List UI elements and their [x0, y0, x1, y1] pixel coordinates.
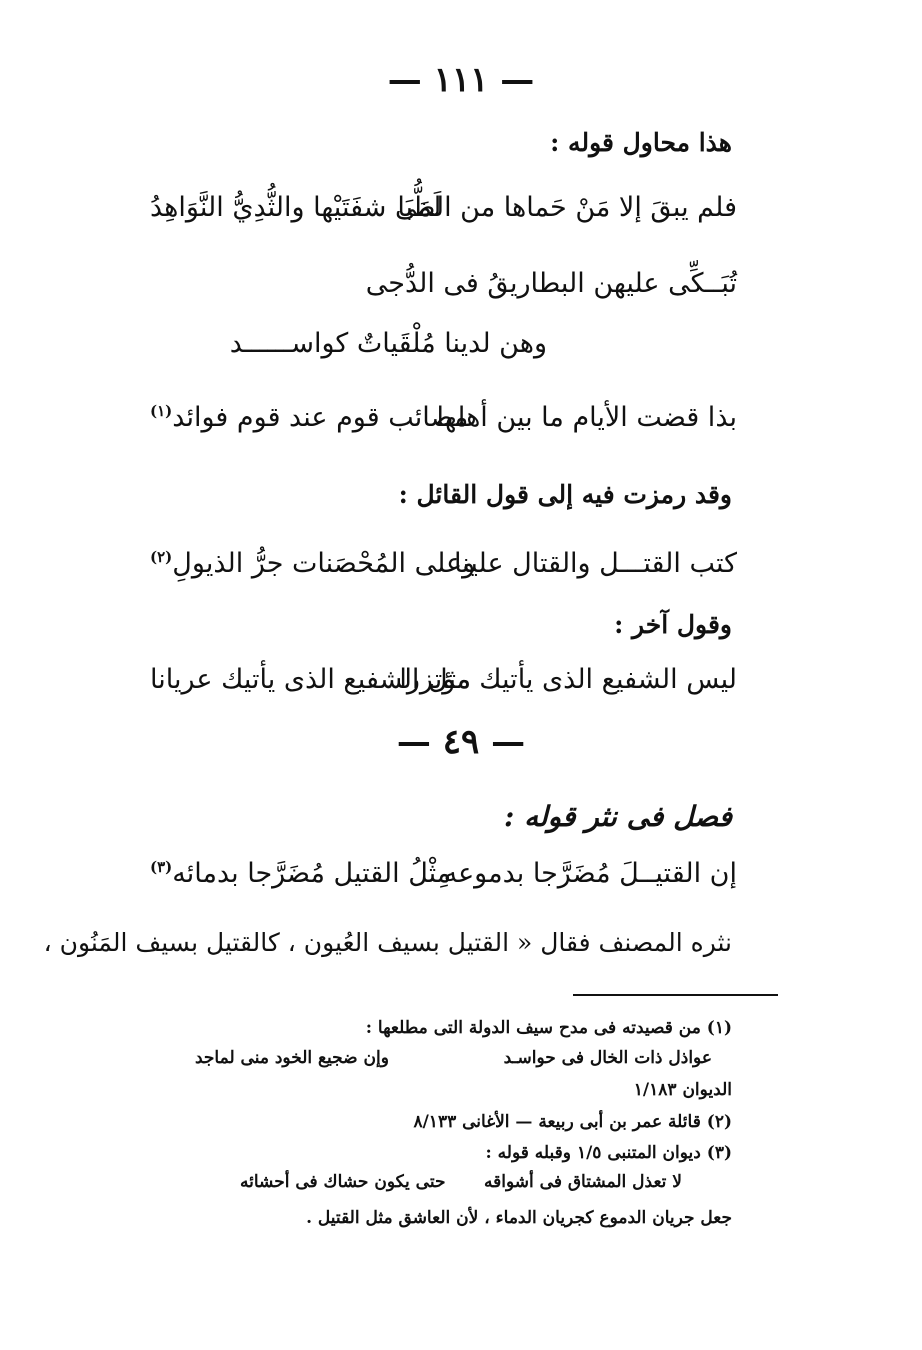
intro-line-2: وقد رمزت فيه إلى قول القائل : — [398, 480, 732, 509]
verse-6-second-text: مِثْلُ القتيل مُضَرَّجا بدمائه — [172, 858, 452, 889]
verse-4-second-hemistich — [150, 548, 475, 579]
verse-1 — [150, 192, 737, 236]
verse-2-first-hemistich: تُبَــكِّى عليهن البطاريقُ فى الدُّجى — [365, 268, 737, 299]
verse-6-second-hemistich — [150, 858, 451, 889]
footnote-ref-3: (٣) — [150, 858, 173, 876]
section-heading: فصل فى نثر قوله : — [503, 800, 732, 833]
footnote-1-verse-first: عواذل ذات الخال فى حواسـد — [503, 1048, 712, 1068]
verse-3 — [150, 402, 737, 446]
footnote-ref-2: (٢) — [150, 548, 173, 566]
footnote-divider — [573, 994, 778, 996]
verse-3-first-hemistich: بذا قضت الأيام ما بين أهلها — [436, 402, 737, 433]
verse-5-second-hemistich: مثل الشفيع الذى يأتيك عريانا — [150, 664, 472, 695]
verse-2-second-hemistich: وهن لدينا مُلْقَياتٌ كواســــــد — [229, 328, 547, 359]
verse-6-first-hemistich: إن القتيــلَ مُضَرَّجا بدموعه — [443, 858, 737, 889]
footnote-3-verse — [240, 1172, 682, 1200]
verse-1-first-hemistich: فلم يبقَ إلا مَنْ حَماها من الظُّبَا — [397, 192, 737, 223]
verse-3-second-hemistich — [150, 402, 468, 433]
page-number: — ١١١ — — [387, 60, 535, 100]
footnote-ref-1: (١) — [150, 402, 173, 420]
footnote-2: (٢) قائلة عمر بن أبى ربيعة — الأغانى ٨/١٣٣ — [413, 1112, 732, 1132]
intro-line-3: وقول آخر : — [614, 610, 732, 639]
footnote-1-intro: (١) من قصيدته فى مدح سيف الدولة التى مطلعها : — [365, 1018, 732, 1038]
verse-3-second-text: مصائب قوم عند قوم فوائد — [172, 402, 469, 433]
footnote-1-reference: الديوان ١/١٨٣ — [633, 1080, 732, 1100]
footnote-3-verse-second: حتى يكون حشاك فى أحشائه — [240, 1172, 446, 1192]
footnote-3-end: جعل جريان الدموع كجريان الدماء ، لأن العاشق مثل القتيل . — [306, 1208, 732, 1228]
verse-4 — [150, 548, 737, 592]
verse-4-first-hemistich: كتب القتـــل والقتال علينا — [454, 548, 737, 579]
prose-line: نثره المصنف فقال « القتيل بسيف العُيون ، كالقتيل بسيف المَنُون ، — [43, 928, 732, 957]
footnote-3-verse-first: لا تعذل المشتاق فى أشواقه — [484, 1172, 682, 1192]
verse-1-second-hemistich: لَمَى شفَتَيْها والثُّدِيُّ النَّوَاهِدُ — [150, 192, 442, 223]
footnote-1-verse-second: وإن ضجيع الخود منى لماجد — [195, 1048, 389, 1068]
section-number: — ٤٩ — — [396, 722, 526, 762]
verse-6 — [150, 858, 737, 902]
verse-2-first-line — [150, 268, 737, 312]
verse-2-second-line — [150, 328, 737, 372]
verse-5 — [150, 664, 737, 708]
intro-line-1: هذا محاول قوله : — [550, 128, 732, 157]
verse-5-first-hemistich: ليس الشفيع الذى يأتيك مؤتزرا — [399, 664, 737, 695]
footnote-3-intro: (٣) ديوان المتنبى ١/٥ وقبله قوله : — [485, 1143, 732, 1163]
verse-4-second-text: وعلى المُحْصَنات جرُّ الذيولِ — [172, 548, 476, 579]
footnote-1-verse — [195, 1048, 712, 1076]
